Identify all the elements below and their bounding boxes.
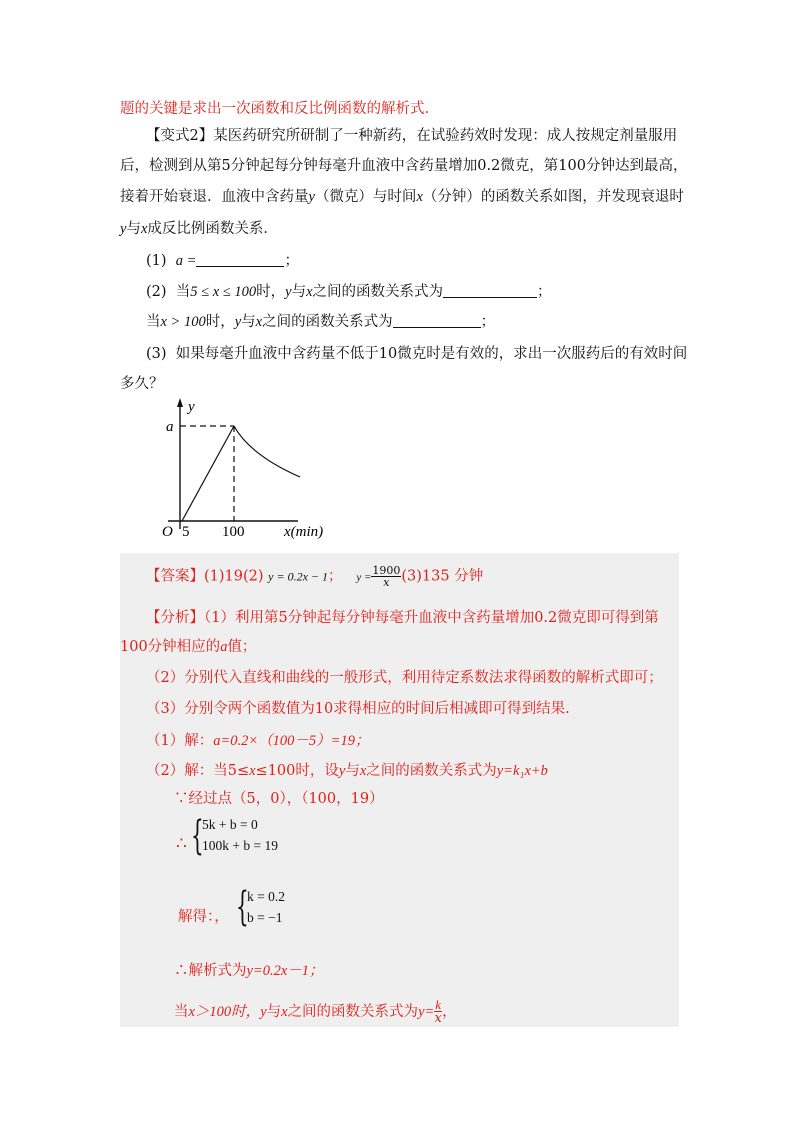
system-eq-1a: 5k + b = 0 xyxy=(202,817,258,832)
problem-label: 【变式2】 xyxy=(146,128,214,144)
analysis-line-1: 【分析】（1）利用第5分钟起每分钟每毫升血液中含药量增加0.2微克即可得到第 xyxy=(146,610,659,626)
intro-line: 题的关键是求出一次函数和反比例函数的解析式. xyxy=(120,101,430,117)
answer-line: 【答案】(1)19(2) y = 0.2x − 1； y = $\frac{1900}{x}$ (3)135 分钟 xyxy=(146,564,484,589)
problem-text-1: 某医药研究所研制了一种新药，在试验药效时发现：成人按规定剂量服用 xyxy=(213,128,678,144)
analysis-label: 【分析】 xyxy=(146,610,204,626)
answer-blank-1[interactable] xyxy=(196,252,284,267)
system-brace-1: { xyxy=(191,813,204,859)
y-axis-arrow xyxy=(177,398,183,407)
solution-1: （1）解：a=0.2×（100－5）=19； xyxy=(146,733,370,749)
solution-2: （2）解：当5≤x≤100时，设y与x之间的函数关系式为y=k₁x+b xyxy=(146,763,548,779)
problem-line-1 xyxy=(146,125,677,147)
answer-blank-2[interactable] xyxy=(443,283,537,298)
answer-label: 【答案】 xyxy=(146,568,204,585)
problem-line-2: 后，检测到从第5分钟起每分钟每毫升血液中含药量增加0.2微克，第100分钟达到最高， xyxy=(120,158,688,174)
origin-label: O xyxy=(162,524,173,540)
tick-5: 5 xyxy=(182,524,190,540)
decay-curve xyxy=(234,426,300,477)
question-1: (1) a = ； xyxy=(146,253,299,269)
a-label: a xyxy=(166,419,174,435)
function-graph xyxy=(150,393,350,543)
system-eq-1b: 100k + b = 19 xyxy=(202,838,278,853)
problem-line-4: y与x成反比例函数关系． xyxy=(120,221,278,237)
answer-fraction: $\frac{1900}{x}$ xyxy=(372,564,401,589)
system-eq-2b: b = −1 xyxy=(247,910,283,925)
system-brace-2: { xyxy=(236,884,249,930)
question-3: (3) 如果每毫升血液中含药量不低于10微克时是有效的，求出一次服药后的有效时间 xyxy=(146,346,688,362)
last-line: 当x＞100时，y与x之间的函数关系式为y= $\frac{k}{x}$ ， xyxy=(174,997,457,1026)
y-axis-label: y xyxy=(188,399,195,415)
analysis-line-3: （2）分别代入直线和曲线的一般形式，利用待定系数法求得函数的解析式即可； xyxy=(146,670,663,686)
question-3-cont: 多久？ xyxy=(120,376,164,392)
analysis-line-4: （3）分别令两个函数值为10求得相应的时间后相减即可得到结果. xyxy=(146,701,570,717)
result-line: ∴解析式为y=0.2x－1； xyxy=(174,963,324,979)
analysis-line-2: 100分钟相应的a值； xyxy=(120,639,257,655)
question-2b: 当x > 100时，y与x之间的函数关系式为 ； xyxy=(146,314,496,330)
tick-100: 100 xyxy=(222,524,245,540)
answer-blank-3[interactable] xyxy=(393,313,481,328)
rising-segment xyxy=(182,426,234,521)
therefore-symbol: ∴ xyxy=(176,834,187,854)
last-fraction: $\frac{k}{x}$ xyxy=(434,997,442,1026)
x-axis-label: x(min) xyxy=(284,524,324,540)
solve-label: 解得：， xyxy=(178,909,229,925)
problem-line-3: 接着开始衰退．血液中含药量y（微克）与时间x（分钟）的函数关系如图，并发现衰退时 xyxy=(120,189,684,205)
system-eq-2a: k = 0.2 xyxy=(247,889,285,904)
because-line: ∵经过点（5，0），（100，19） xyxy=(174,791,384,807)
question-2: (2) 当5 ≤ x ≤ 100时，y与x之间的函数关系式为 ； xyxy=(146,284,552,300)
